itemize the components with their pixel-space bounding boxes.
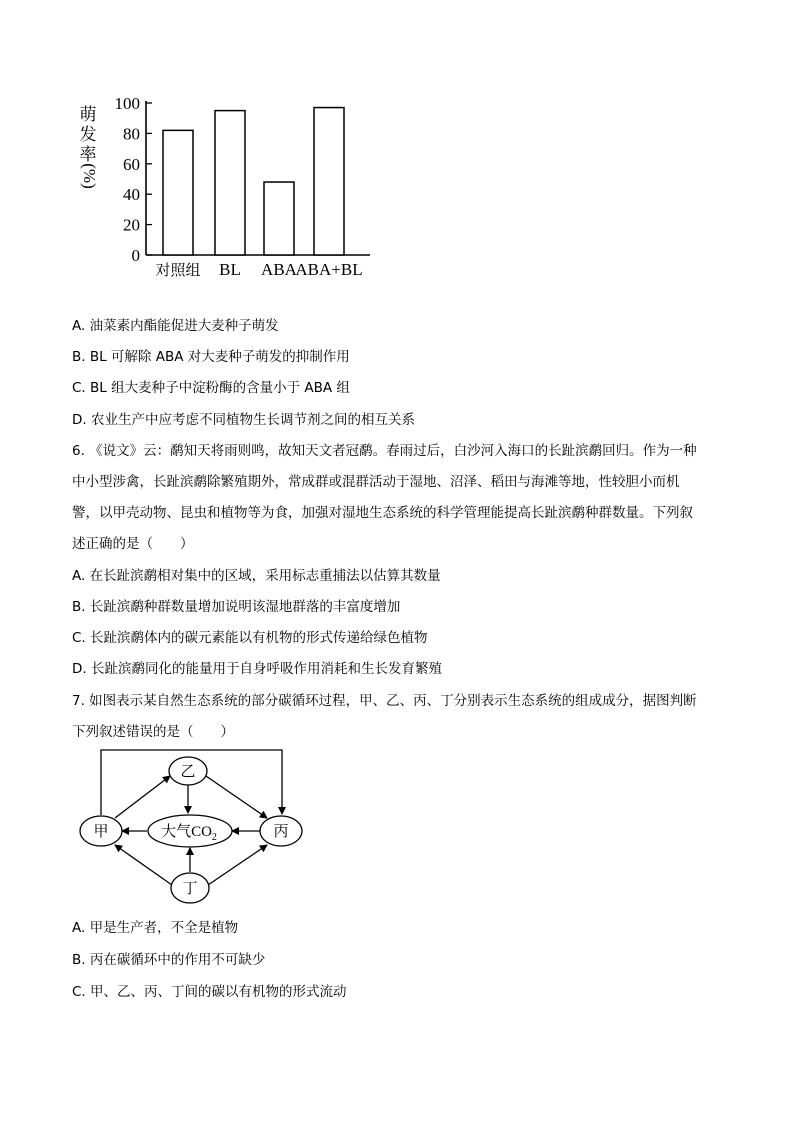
x-tick-label: ABA+BL [295,260,363,279]
y-tick-label: 100 [114,94,140,113]
node-bing-label: 丙 [273,822,289,840]
q7-option-a: A. 甲是生产者，不全是植物 [72,920,239,936]
q5-option-c: C. BL 组大麦种子中淀粉酶的含量小于 ABA 组 [72,380,350,396]
y-axis-label-char: 率 [79,145,97,165]
node-ding-label: 丁 [182,879,198,897]
q7-option-c: C. 甲、乙、丙、丁间的碳以有机物的形式流动 [72,984,347,1000]
q6-option-d: D. 长趾滨鹬同化的能量用于自身呼吸作用消耗和生长发育繁殖 [72,661,442,677]
co2-subscript: 2 [211,832,217,843]
q5-option-a: A. 油菜素内酯能促进大麦种子萌发 [72,318,279,334]
arrow-ding-to-jia [115,845,172,885]
carbon-cycle-diagram [70,740,320,910]
q6-stem-line: 警，以甲壳动物、昆虫和植物等为食，加强对湿地生态系统的科学管理能提高长趾滨鹬种群数量。下列叙 [72,505,693,521]
y-tick-label: 40 [123,185,140,205]
q6-option-a: A. 在长趾滨鹬相对集中的区域，采用标志重捕法以估算其数量 [72,568,441,584]
q6-stem-line: 中小型涉禽，长趾滨鹬除繁殖期外，常成群或混群活动于湿地、沼泽、稻田与海滩等地，性较胆小而机 [72,474,680,490]
q7-stem [72,686,722,748]
q7-option-b: B. 丙在碳循环中的作用不可缺少 [72,952,266,968]
y-tick-label: 80 [123,124,140,144]
x-tick-label: ABA [261,260,297,279]
arrow-yi-to-bing [206,776,267,818]
bar [314,108,344,255]
node-yi-label: 乙 [180,762,196,780]
y-axis-label-char: 萌 [79,105,97,125]
arrow-jia-to-yi [115,776,170,818]
q6-stem-line: 述正确的是（ ） [72,536,194,552]
y-tick-label: 0 [131,246,140,265]
q7-stem-line: 下列叙述错误的是（ ） [72,724,234,740]
bar [163,130,193,255]
q6-stem [72,436,722,560]
bar [215,111,245,255]
x-tick-label: 对照组 [155,261,201,279]
q6-stem-line: 6. 《说文》云：鹬知天将雨则鸣，故知天文者冠鹬。春雨过后，白沙河入海口的长趾滨鹬回归。作为一种 [72,443,697,459]
q7-stem-line: 7. 如图表示某自然生态系统的部分碳循环过程，甲、乙、丙、丁分别表示生态系统的组成成分，据图判断 [72,693,697,709]
q5-option-b: B. BL 可解除 ABA 对大麦种子萌发的抑制作用 [72,349,350,365]
arrow-ding-to-bing [208,845,267,885]
y-tick-label: 60 [123,154,140,174]
y-tick-label: 20 [123,215,140,235]
q6-option-c: C. 长趾滨鹬体内的碳元素能以有机物的形式传递给绿色植物 [72,630,428,646]
q6-option-b: B. 长趾滨鹬种群数量增加说明该湿地群落的丰富度增加 [72,599,401,615]
x-tick-label: BL [219,260,241,279]
q5-option-d: D. 农业生产中应考虑不同植物生长调节剂之间的相互关系 [72,412,415,428]
y-axis-label-char: 发 [79,125,97,145]
y-axis-label-unit: (%) [80,163,99,189]
germination-bar-chart [70,88,390,288]
y-axis-label [80,105,100,189]
bar [264,182,294,255]
node-jia-label: 甲 [93,822,109,840]
co2-main: 大气CO [161,824,212,840]
